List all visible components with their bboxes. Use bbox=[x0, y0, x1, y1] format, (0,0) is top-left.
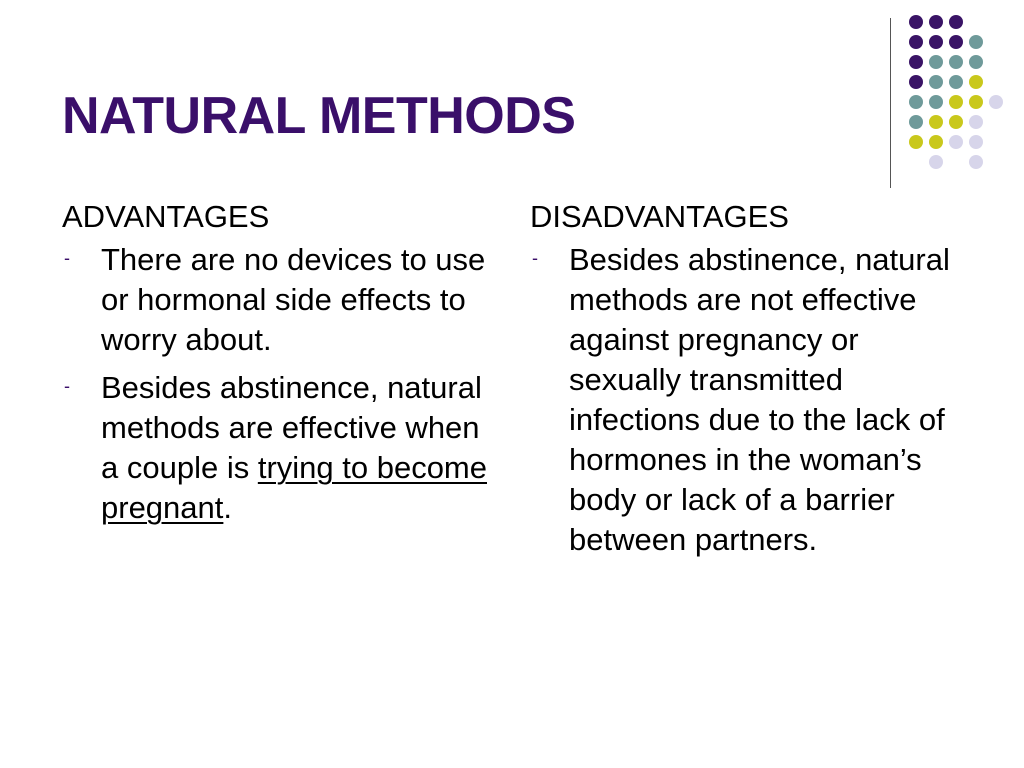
decorative-dot bbox=[909, 135, 923, 149]
disadvantages-heading: DISADVANTAGES bbox=[530, 199, 789, 234]
bullet-dash-icon: - bbox=[532, 248, 538, 268]
advantage-text-2-end: . bbox=[223, 490, 233, 525]
decorative-dot bbox=[929, 75, 943, 89]
title-divider-line bbox=[890, 18, 891, 188]
advantages-column bbox=[62, 198, 502, 536]
decorative-dot bbox=[929, 155, 943, 169]
decorative-dot bbox=[969, 75, 983, 89]
decorative-dot bbox=[909, 15, 923, 29]
disadvantages-column bbox=[530, 198, 970, 568]
decorative-dot bbox=[949, 15, 963, 29]
decorative-dot bbox=[969, 115, 983, 129]
decorative-dot bbox=[949, 135, 963, 149]
decorative-dot bbox=[969, 155, 983, 169]
decorative-dot bbox=[969, 135, 983, 149]
decorative-dot bbox=[949, 95, 963, 109]
decorative-dot bbox=[929, 95, 943, 109]
disadvantage-text-1: Besides abstinence, natural methods are not effective against pregnancy or sexually transmitted infections due to the lack of hormones in the woman’s body or lack of a barrier between partners. bbox=[569, 242, 950, 557]
bullet-dash-icon: - bbox=[64, 248, 70, 268]
list-item bbox=[62, 240, 502, 360]
advantages-list bbox=[62, 240, 502, 528]
decorative-dot bbox=[929, 135, 943, 149]
decorative-dot bbox=[909, 55, 923, 69]
advantage-text-1: There are no devices to use or hormonal side effects to worry about. bbox=[101, 242, 486, 357]
decorative-dot bbox=[909, 35, 923, 49]
slide-title: NATURAL METHODS bbox=[62, 87, 576, 145]
decorative-dot bbox=[949, 115, 963, 129]
decorative-dot bbox=[909, 95, 923, 109]
decorative-dot bbox=[989, 95, 1003, 109]
list-item bbox=[530, 240, 970, 560]
decorative-dot bbox=[949, 75, 963, 89]
decorative-dot bbox=[949, 55, 963, 69]
decorative-dot bbox=[909, 75, 923, 89]
decorative-dot bbox=[949, 35, 963, 49]
decorative-dot bbox=[969, 95, 983, 109]
decorative-dot bbox=[909, 115, 923, 129]
bullet-dash-icon: - bbox=[64, 376, 70, 396]
decorative-dot bbox=[929, 55, 943, 69]
list-item bbox=[62, 368, 502, 528]
disadvantages-list bbox=[530, 240, 970, 560]
decorative-dot bbox=[929, 15, 943, 29]
advantage-text-2: Besides abstinence, natural methods are effective when a couple is bbox=[101, 370, 482, 485]
decorative-dot-grid bbox=[902, 10, 1012, 170]
decorative-dot bbox=[969, 55, 983, 69]
decorative-dot bbox=[929, 35, 943, 49]
advantages-heading: ADVANTAGES bbox=[62, 199, 270, 234]
decorative-dot bbox=[929, 115, 943, 129]
trying-to-become-pregnant-link[interactable]: trying to become pregnant bbox=[101, 450, 487, 525]
decorative-dot bbox=[969, 35, 983, 49]
